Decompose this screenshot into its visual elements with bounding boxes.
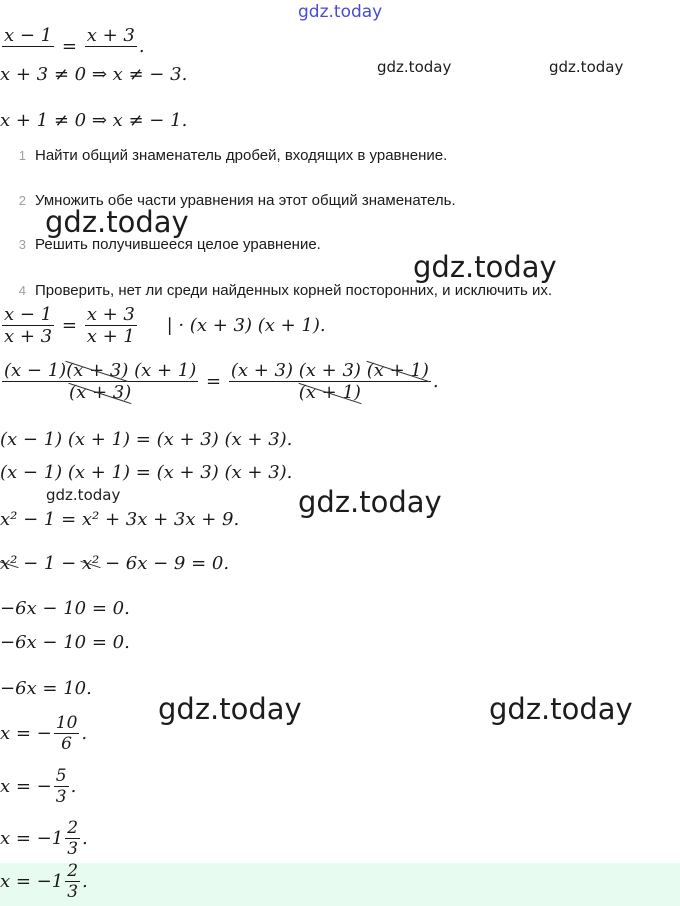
watermark: gdz.today — [46, 486, 121, 504]
step-1: 1 Найти общий знаменатель дробей, входящих в уравнение. — [18, 147, 448, 164]
watermark: gdz.today — [413, 250, 557, 284]
line-12: −6x = 10. — [0, 678, 92, 699]
multiplied-equation: $\frac{(x - 1)(x + 3) (x + 1)}{(x + 3)}$ = $\frac{(x + 3) (x + 3) (x + 1)}{(x + 1)}$ . — [4, 360, 439, 403]
watermark: gdz.today — [158, 692, 302, 726]
line-11: −6x − 10 = 0. — [0, 632, 130, 653]
step-4: 4 Проверить, нет ли среди найденных корней посторонних, и исключить их. — [18, 282, 553, 299]
watermark: gdz.today — [489, 692, 633, 726]
line-8: x² − 1 = x² + 3x + 3x + 9. — [0, 509, 240, 530]
answer-line: x = −1 $\frac{2}{3}$ . — [0, 861, 88, 902]
watermark: gdz.today — [549, 58, 624, 76]
watermark: gdz.today — [45, 205, 189, 239]
answer-highlight — [0, 863, 680, 906]
condition-1: x + 3 ≠ 0 ⇒ x ≠ − 3. — [0, 64, 188, 85]
line-7: (x − 1) (x + 1) = (x + 3) (x + 3). — [0, 462, 293, 483]
step-2: 2 Умножить обе части уравнения на этот общий знаменатель. — [18, 192, 456, 209]
line-13: x = − $\frac{10}{6}$ . — [0, 713, 88, 754]
condition-2: x + 1 ≠ 0 ⇒ x ≠ − 1. — [0, 110, 188, 131]
line-6: (x − 1) (x + 1) = (x + 3) (x + 3). — [0, 429, 293, 450]
line-9: x² − 1 − x² − 6x − 9 = 0. — [0, 553, 230, 574]
equation: $\frac{x - 1}{x + 3}$ = $\frac{x + 3}{x + 1}$ | · (x + 3) (x + 1). — [4, 304, 326, 347]
watermark: gdz.today — [298, 2, 383, 22]
step-3: 3 Решить получившееся целое уравнение. — [18, 236, 321, 253]
line-14: x = − $\frac{5}{3}$ . — [0, 766, 77, 807]
watermark: gdz.today — [298, 485, 442, 519]
line-10: −6x − 10 = 0. — [0, 598, 130, 619]
equation-cut: x − 1 = x + 3 . — [4, 25, 145, 57]
watermark: gdz.today — [377, 58, 452, 76]
line-15: x = −1 $\frac{2}{3}$ . — [0, 818, 88, 859]
